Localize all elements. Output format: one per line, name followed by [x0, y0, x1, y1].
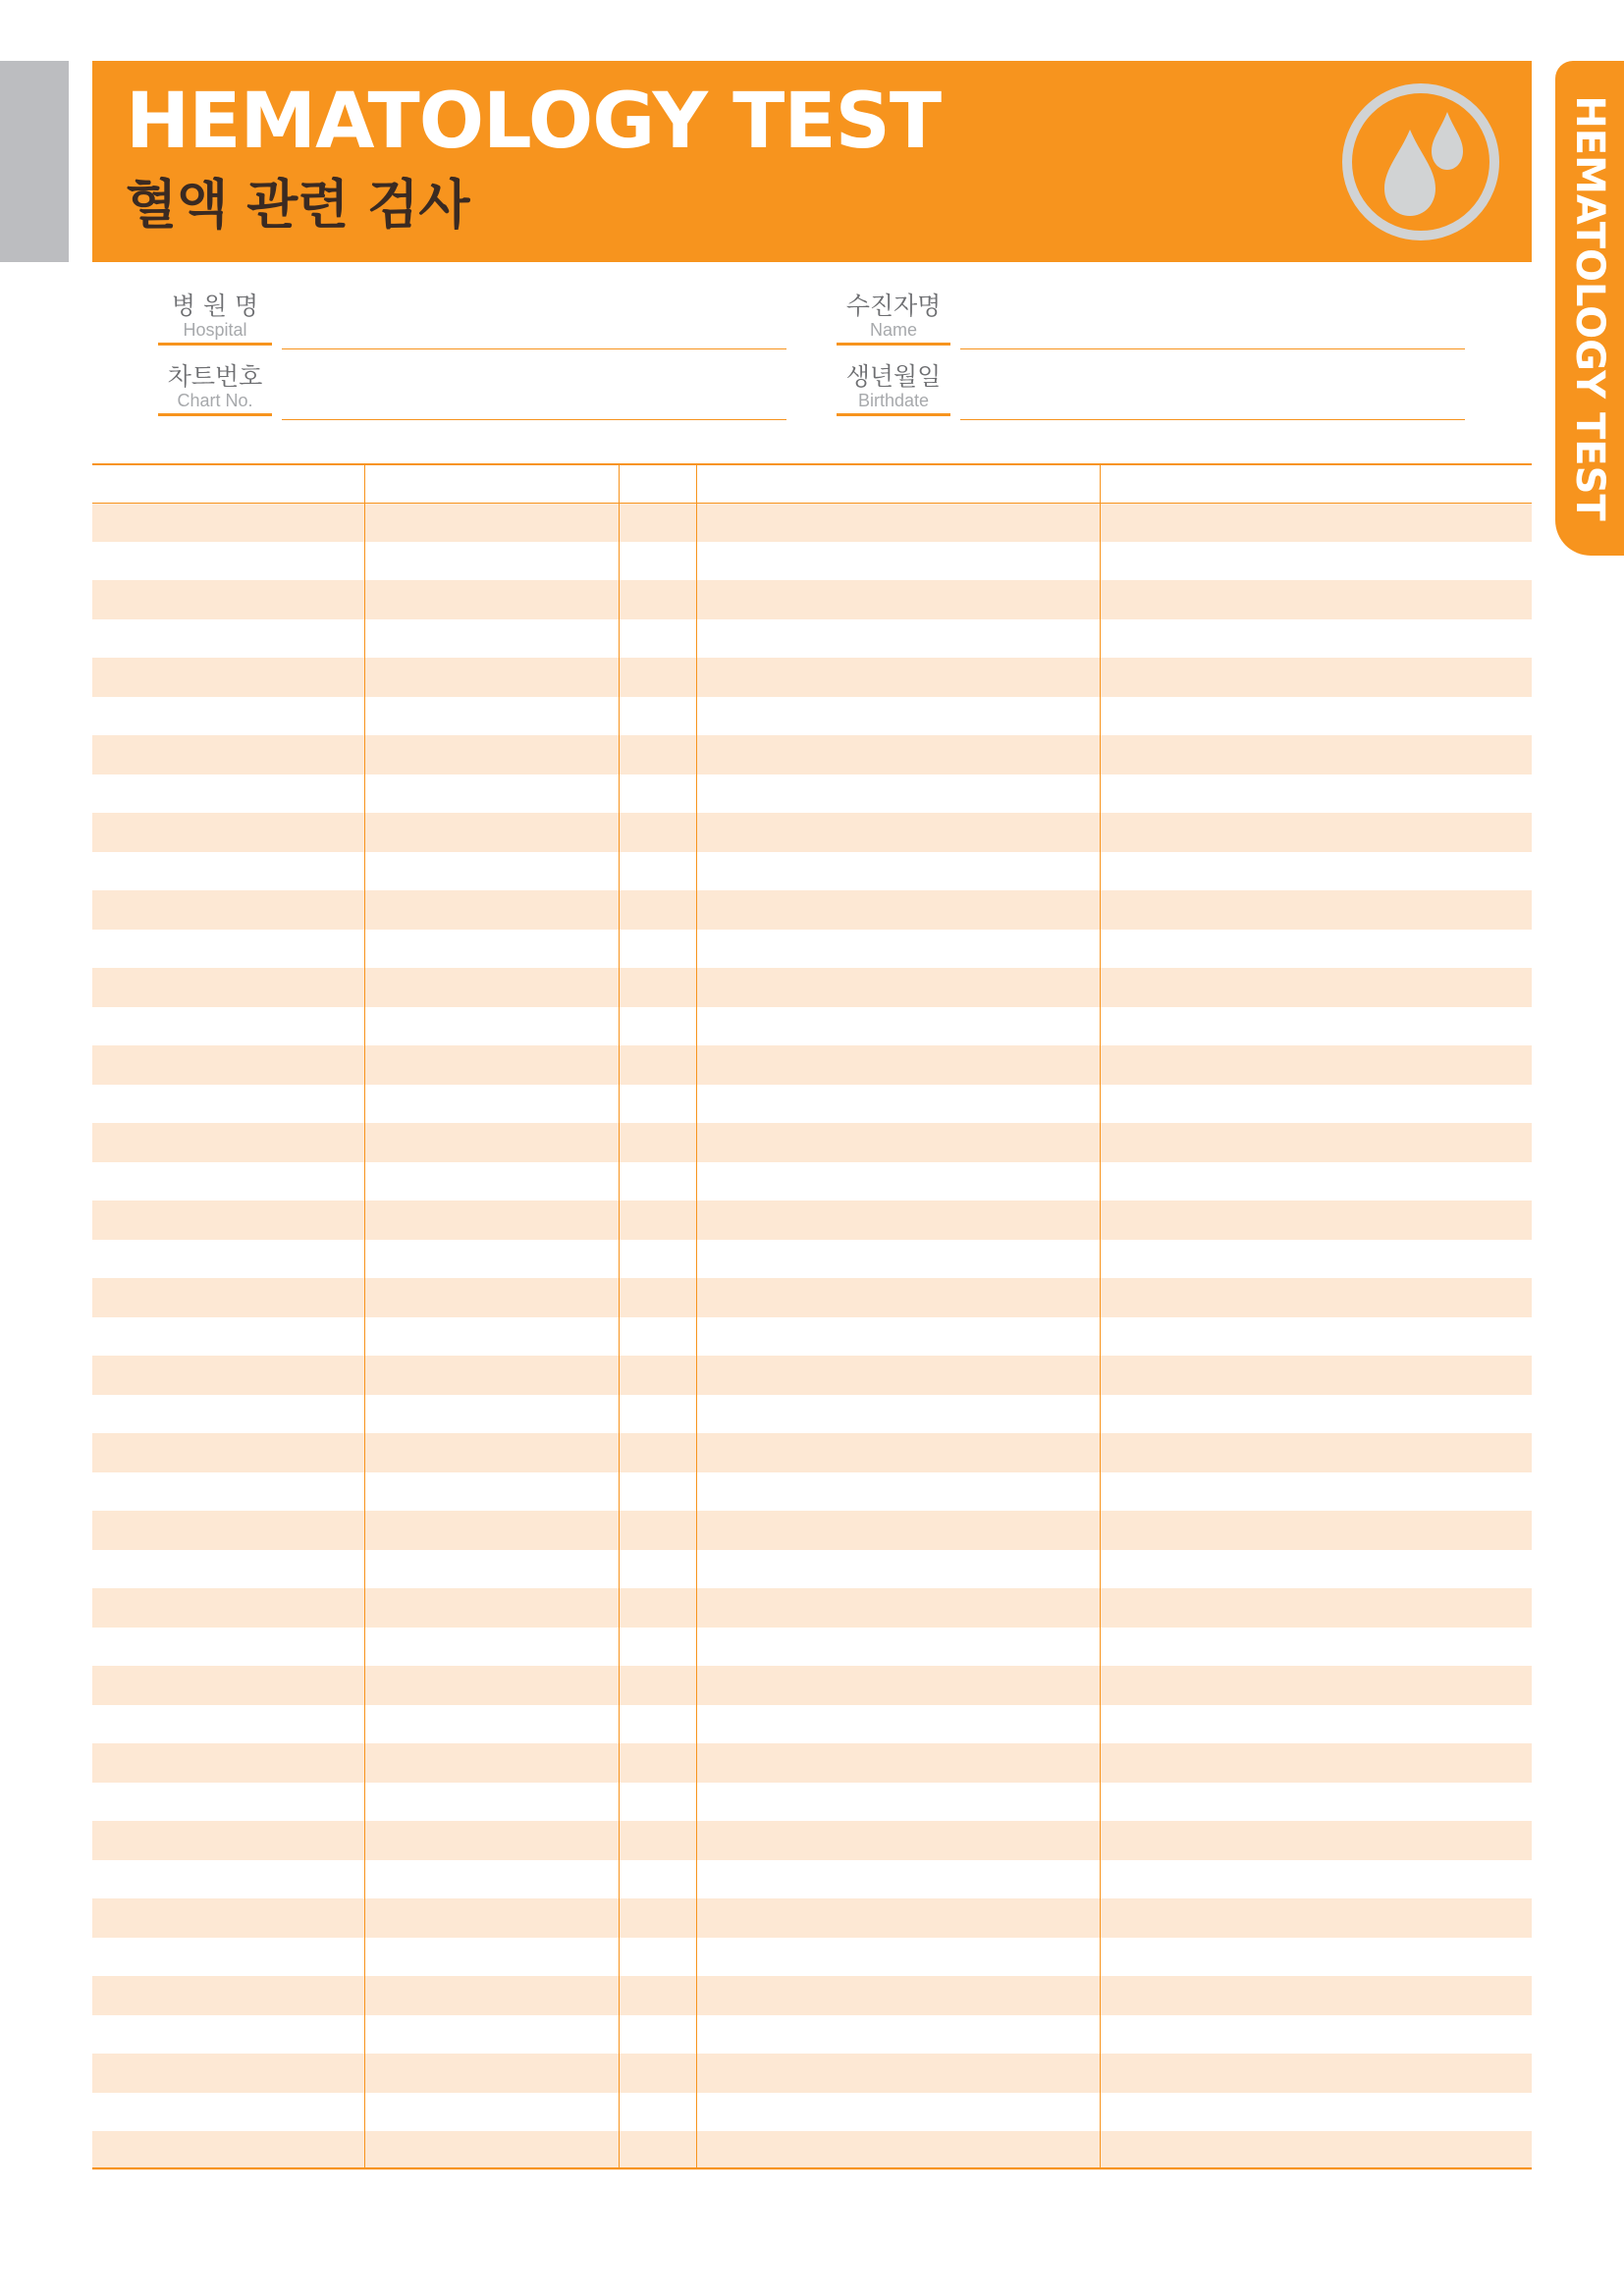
name-field[interactable]: [960, 348, 1465, 349]
hospital-label-en: Hospital: [183, 320, 247, 340]
results-table: [92, 463, 1532, 2169]
page-title: HEMATOLOGY TEST: [126, 78, 942, 166]
chart-no-label: [158, 362, 272, 416]
table-column-divider: [364, 463, 365, 2169]
table-row-stripe: [92, 658, 1532, 697]
table-column-divider: [696, 463, 697, 2169]
chart-no-field[interactable]: [282, 419, 786, 420]
table-row-stripe: [92, 1278, 1532, 1317]
table-column-divider: [619, 463, 620, 2169]
name-label-ko: 수진자명: [845, 292, 942, 320]
chart-no-label-underline: [158, 413, 272, 416]
hospital-field[interactable]: [282, 348, 786, 349]
table-row-stripe: [92, 813, 1532, 852]
table-row-stripe: [92, 1898, 1532, 1938]
birthdate-label-ko: 생년월일: [845, 362, 942, 391]
table-rule: [92, 2167, 1532, 2169]
name-label-underline: [837, 343, 950, 346]
table-row-stripe: [92, 1045, 1532, 1085]
table-row-stripe: [92, 890, 1532, 930]
table-row-stripe: [92, 1511, 1532, 1550]
page-subtitle: 혈액 관련 검사: [126, 174, 470, 236]
table-row-stripe: [92, 1123, 1532, 1162]
hospital-label-ko: 병 원 명: [171, 292, 259, 320]
table-row-stripe: [92, 968, 1532, 1007]
table-row-stripe: [92, 1666, 1532, 1705]
side-tab-label: HEMATOLOGY TEST: [1567, 95, 1612, 521]
table-column-divider: [1100, 463, 1101, 2169]
chart-no-label-ko: 차트번호: [167, 362, 263, 391]
chart-no-label-en: Chart No.: [177, 391, 253, 410]
table-row-stripe: [92, 1201, 1532, 1240]
table-row-stripe: [92, 1356, 1532, 1395]
side-section-tab: [1555, 61, 1624, 556]
birthdate-label-en: Birthdate: [857, 391, 930, 410]
birthdate-label-underline: [837, 413, 950, 416]
table-row-stripe: [92, 2131, 1532, 2170]
table-row-stripe: [92, 580, 1532, 619]
table-row-stripe: [92, 735, 1532, 774]
header-banner: [92, 61, 1532, 262]
name-label-en: Name: [869, 320, 917, 340]
table-row-stripe: [92, 1976, 1532, 2015]
table-row-stripe: [92, 1588, 1532, 1628]
birthdate-label: [837, 362, 950, 416]
gray-edge-tab: [0, 61, 69, 262]
table-rule: [92, 503, 1532, 504]
table-row-stripe: [92, 1433, 1532, 1472]
table-rule: [92, 463, 1532, 465]
table-row-stripe: [92, 1821, 1532, 1860]
blood-drops-icon: [1341, 82, 1500, 241]
hospital-label: [158, 292, 272, 346]
table-row-stripe: [92, 2054, 1532, 2093]
table-row-stripe: [92, 1743, 1532, 1783]
name-label: [837, 292, 950, 346]
hospital-label-underline: [158, 343, 272, 346]
table-row-stripe: [92, 503, 1532, 542]
birthdate-field[interactable]: [960, 419, 1465, 420]
